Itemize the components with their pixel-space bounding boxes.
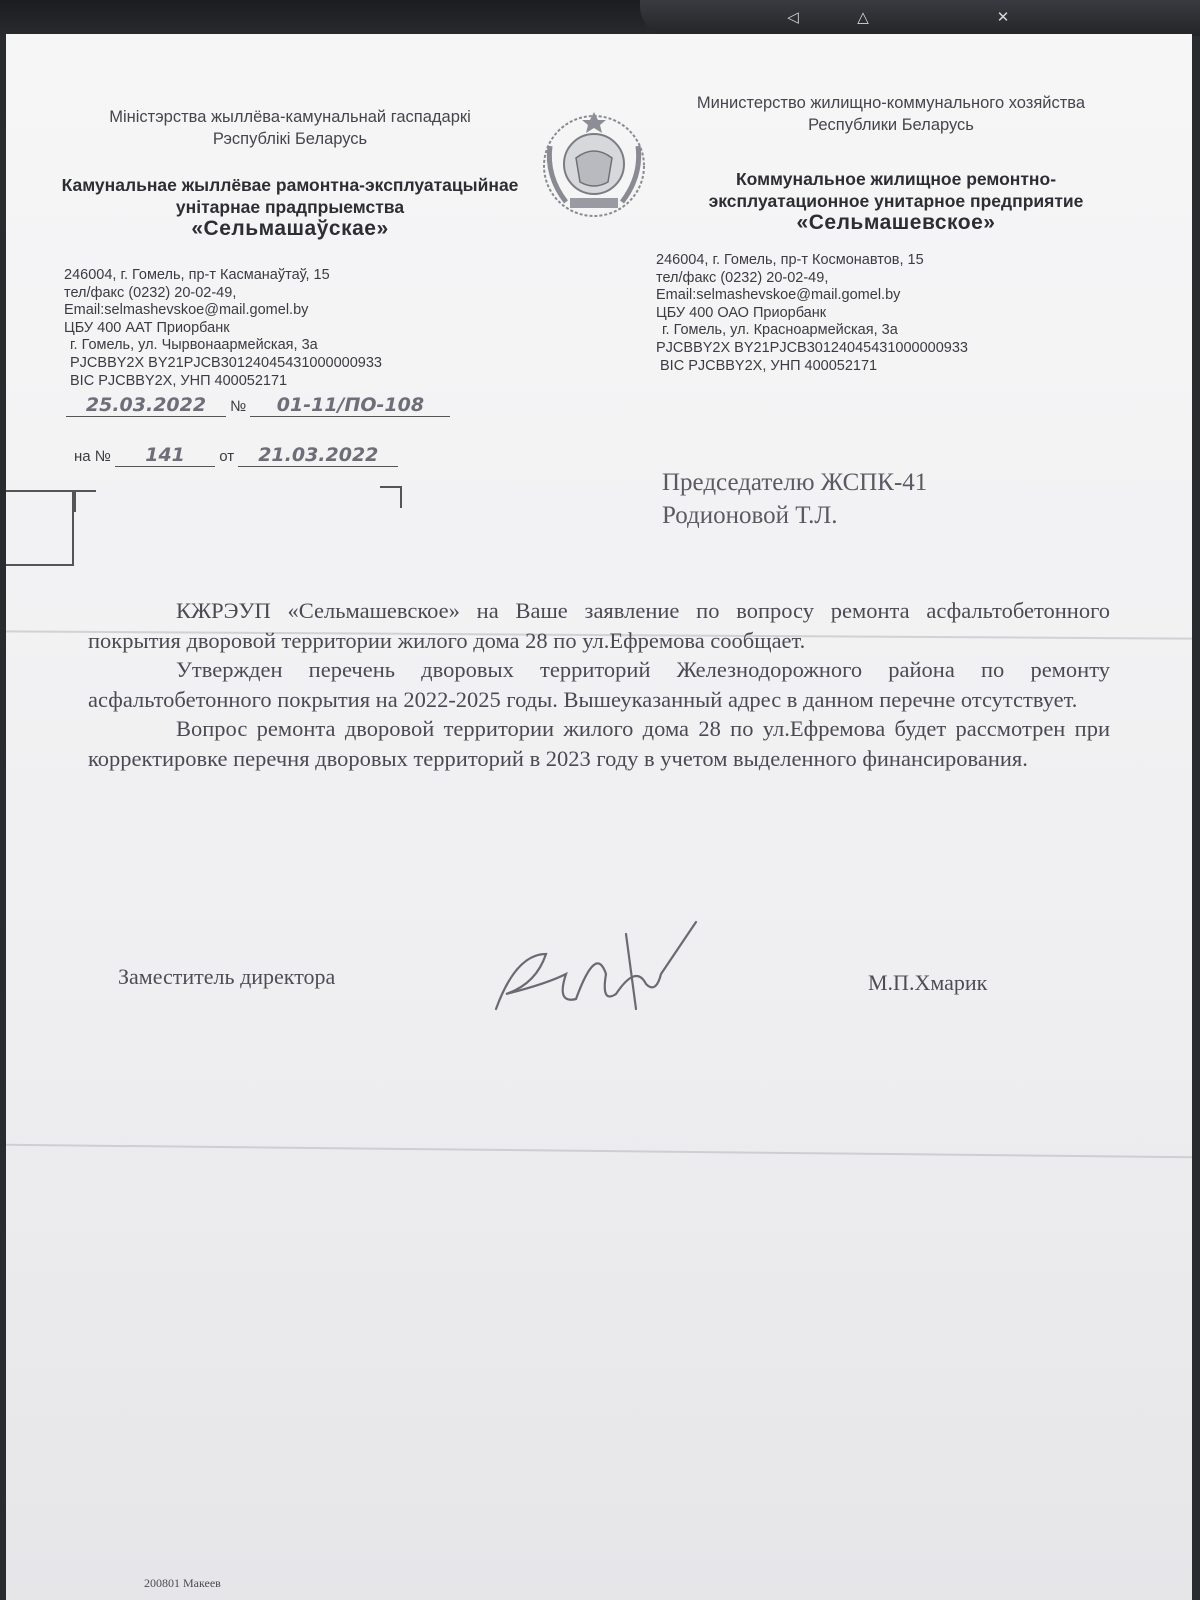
address-line: 246004, г. Гомель, пр-т Касманаўтаў, 15 xyxy=(64,267,330,283)
reply-number: 141 xyxy=(115,444,215,467)
address-line: Email:selmashevskoe@mail.gomel.by xyxy=(64,302,309,319)
car-control-panel xyxy=(640,0,1200,36)
stamp-box xyxy=(6,490,74,566)
header-ru-address xyxy=(656,252,1076,375)
header-by-address xyxy=(64,267,484,390)
fold-line xyxy=(6,1144,1192,1158)
address-line: PJCBBY2X BY21PJCB30124045431000000933 xyxy=(656,339,968,356)
header-by-org xyxy=(50,174,530,240)
address-line: тел/факс (0232) 20-02-49, xyxy=(656,269,829,286)
addressee xyxy=(662,466,927,532)
org-by-name: «Сельмашаўскае» xyxy=(191,217,389,240)
body-paragraph: КЖРЭУП «Сельмашевское» на Ваше заявление по вопросу ремонта асфальтобетонного покрытия дворовой территории жилого дома 28 по ул.Ефремова сообщает. xyxy=(88,598,1110,653)
address-line: Email:selmashevskoe@mail.gomel.by xyxy=(656,287,901,304)
reply-reference xyxy=(74,444,398,467)
header-ru-org xyxy=(656,168,1136,234)
home-icon: △ xyxy=(857,8,869,26)
from-label: от xyxy=(219,448,235,465)
reply-date: 21.03.2022 xyxy=(238,444,398,467)
state-emblem-icon xyxy=(536,106,652,222)
address-line: 246004, г. Гомель, пр-т Космонавтов, 15 xyxy=(656,252,924,268)
letter-sheet xyxy=(6,34,1192,1600)
body-paragraph: Вопрос ремонта дворовой территории жилого дома 28 по ул.Ефремова будет рассмотрен при корректировке перечня дворовых территорий в 2023 году в учетом выделенного финансирования. xyxy=(88,716,1110,771)
address-line: PJCBBY2X BY21PJCB30124045431000000933 xyxy=(70,354,382,371)
close-icon: ✕ xyxy=(996,8,1010,26)
corner-bracket-right xyxy=(380,486,402,508)
address-line: BIC PJCBBY2X, УНП 400052171 xyxy=(660,357,878,374)
back-icon: ◁ xyxy=(787,8,799,26)
address-line: тел/факс (0232) 20-02-49, xyxy=(64,284,237,301)
org-ru-name: «Сельмашевское» xyxy=(796,211,996,234)
outgoing-number: 01-11/ПО-108 xyxy=(250,394,450,417)
address-line: ЦБУ 400 ААТ Приорбанк xyxy=(64,319,230,336)
address-line: г. Гомель, ул. Красноармейская, 3а xyxy=(662,322,898,339)
signer-position: Заместитель директора xyxy=(118,964,336,989)
addressee-title: Председателю ЖСПК-41 xyxy=(662,469,928,496)
org-by-title: Камунальнае жыллёвае рамонтна-эксплуатацыйнае унітарнае прадпрыемства xyxy=(61,175,519,217)
reply-label: на № xyxy=(74,448,111,465)
footer-note: 200801 Макеев xyxy=(144,1576,221,1590)
addressee-name: Родионовой Т.Л. xyxy=(662,502,838,529)
address-line: г. Гомель, ул. Чырвонаармейская, 3а xyxy=(70,337,318,354)
outgoing-reference xyxy=(66,394,450,417)
address-line: ЦБУ 400 ОАО Приорбанк xyxy=(656,304,827,321)
signer-name: М.П.Хмарик xyxy=(868,970,988,995)
header-by-ministry: Міністэрства жыллёва-камунальнай гаспадаркі Рэспублікі Беларусь xyxy=(109,108,471,148)
handwritten-signature xyxy=(486,914,716,1024)
body-paragraph: Утвержден перечень дворовых территорий Железнодорожного района по ремонту асфальтобетонного покрытия на 2022-2025 годы. Вышеуказанный адрес в данном перечне отсутствует. xyxy=(88,657,1110,712)
number-label: № xyxy=(230,398,247,415)
org-ru-title: Коммунальное жилищное ремонтно-эксплуатационное унитарное предприятие xyxy=(708,169,1084,211)
corner-bracket-left xyxy=(74,490,96,512)
outgoing-date: 25.03.2022 xyxy=(66,394,226,417)
address-line: BIC PJCBBY2X, УНП 400052171 xyxy=(70,372,288,389)
header-ru-ministry: Министерство жилищно-коммунального хозяйства Республики Беларусь xyxy=(696,94,1086,134)
letter-body xyxy=(88,596,1110,773)
